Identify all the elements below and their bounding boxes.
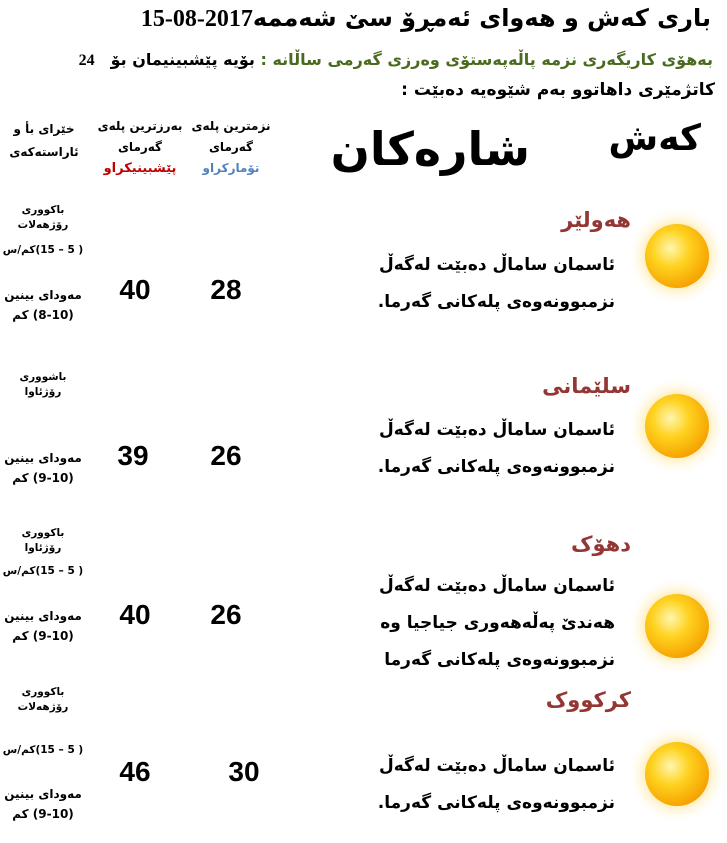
- wind-dir-line: باشووری: [19, 371, 67, 383]
- visibility: [0, 784, 86, 824]
- desc-line: ئاسمان ساماڵ دەبێت لەگەڵ: [378, 255, 615, 275]
- max-temp: 39: [117, 440, 149, 471]
- min-temp: 28: [210, 274, 242, 305]
- column-header-cities: شارەکان: [330, 122, 530, 176]
- column-header-max-temp: [92, 116, 188, 179]
- city-name: دهۆک: [570, 532, 631, 556]
- min-header-line2: گەرمای: [208, 140, 254, 154]
- min-header-sub: تۆمارکراو: [202, 161, 260, 175]
- wind-dir-line: رۆژئاوا: [24, 386, 62, 398]
- min-header-line1: نزمترین پلەی: [191, 119, 271, 133]
- weather-description: [378, 748, 615, 822]
- wind-dir-line: رۆژهەلات: [17, 219, 69, 231]
- visibility-line: (9-10) کم: [12, 471, 74, 485]
- max-temp: 40: [119, 274, 151, 305]
- column-header-min-temp: [188, 116, 274, 179]
- subtitle: [79, 50, 713, 70]
- title-text: باری کەش و هەوای ئەمڕۆ سێ شەممە: [252, 4, 711, 32]
- visibility-line: مەودای بینین: [4, 787, 82, 801]
- sun-icon: [627, 576, 727, 676]
- visibility-line: مەودای بینین: [4, 451, 82, 465]
- wind-dir-line: رۆژئاوا: [24, 542, 62, 554]
- max-header-line1: بەرزترین پلەی: [97, 119, 183, 133]
- wind-speed: ( 5 – 15)کم/س: [2, 744, 84, 756]
- visibility-line: مەودای بینین: [4, 288, 82, 302]
- sun-icon: [627, 724, 727, 824]
- wind-speed: ( 5 – 15)کم/س: [2, 565, 84, 577]
- wind-direction: [0, 370, 86, 400]
- city-name: هەولێر: [561, 208, 631, 232]
- desc-line: ئاسمان ساماڵ دەبێت لەگەڵ: [378, 420, 615, 440]
- desc-line: نزمبوونەوەی پلەکانی گەرما.: [377, 793, 615, 813]
- sun-icon: [627, 376, 727, 476]
- wind-dir-line: رۆژهەلات: [17, 701, 69, 713]
- visibility: [0, 448, 86, 488]
- weather-description: [378, 247, 615, 321]
- desc-line: ئاسمان ساماڵ دەبێت لەگەڵ: [378, 756, 615, 776]
- subtitle-suffix: بۆیە پێشبینیمان بۆ: [110, 50, 255, 69]
- city-name: کرکووک: [545, 688, 631, 712]
- visibility: [0, 285, 86, 325]
- desc-line: نزمبوونەوەی پلەکانی گەرما.: [377, 457, 615, 477]
- visibility-line: (9-10) کم: [12, 629, 74, 643]
- desc-line: نزمبوونەوەی پلەکانی گەرما: [384, 650, 615, 670]
- desc-line: نزمبوونەوەی پلەکانی گەرما.: [377, 292, 615, 312]
- visibility-line: (8-10) کم: [12, 308, 74, 322]
- wind-direction: [0, 685, 86, 715]
- min-temp: 26: [210, 440, 242, 471]
- column-header-weather: کەش: [608, 118, 701, 159]
- wind-header-line1: خێرای بأ و: [13, 122, 75, 136]
- column-header-wind: [0, 118, 88, 164]
- wind-dir-line: باکووری: [21, 527, 65, 539]
- sun-icon: [627, 206, 727, 306]
- subtitle-number: 24: [78, 52, 95, 69]
- wind-direction: [0, 526, 86, 556]
- desc-line: هەندێ پەڵەهەوری جیاجیا وە: [380, 613, 615, 633]
- max-header-line2: گەرمای: [117, 140, 163, 154]
- title-date: 2017-08-15: [140, 6, 253, 32]
- max-header-sub: پێشبینیکراو: [103, 161, 177, 176]
- weather-description: [378, 412, 615, 486]
- city-name: سلێمانی: [542, 374, 631, 398]
- wind-dir-line: باکووری: [21, 686, 65, 698]
- page-title: [113, 4, 711, 33]
- visibility-line: (9-10) کم: [12, 807, 74, 821]
- visibility: [0, 606, 86, 646]
- wind-speed: ( 5 – 15)کم/س: [2, 244, 84, 256]
- max-temp: 40: [119, 599, 151, 630]
- subtitle-prefix: بەهۆی کاریگەری نزمە پاڵەپەستۆی وەرزی گەرمی ساڵانە :: [260, 50, 713, 69]
- min-temp: 30: [228, 756, 260, 787]
- desc-line: ئاسمان ساماڵ دەبێت لەگەڵ: [378, 576, 615, 596]
- weather-description: [379, 568, 615, 679]
- min-temp: 26: [210, 599, 242, 630]
- max-temp: 46: [119, 756, 151, 787]
- visibility-line: مەودای بینین: [4, 609, 82, 623]
- intro-text: کاتژمێری داهاتوو بەم شێوەیە دەبێت :: [401, 80, 715, 100]
- wind-direction: [0, 203, 86, 233]
- wind-header-line2: ئاراستەکەی: [9, 145, 79, 159]
- wind-dir-line: باکووری: [21, 204, 65, 216]
